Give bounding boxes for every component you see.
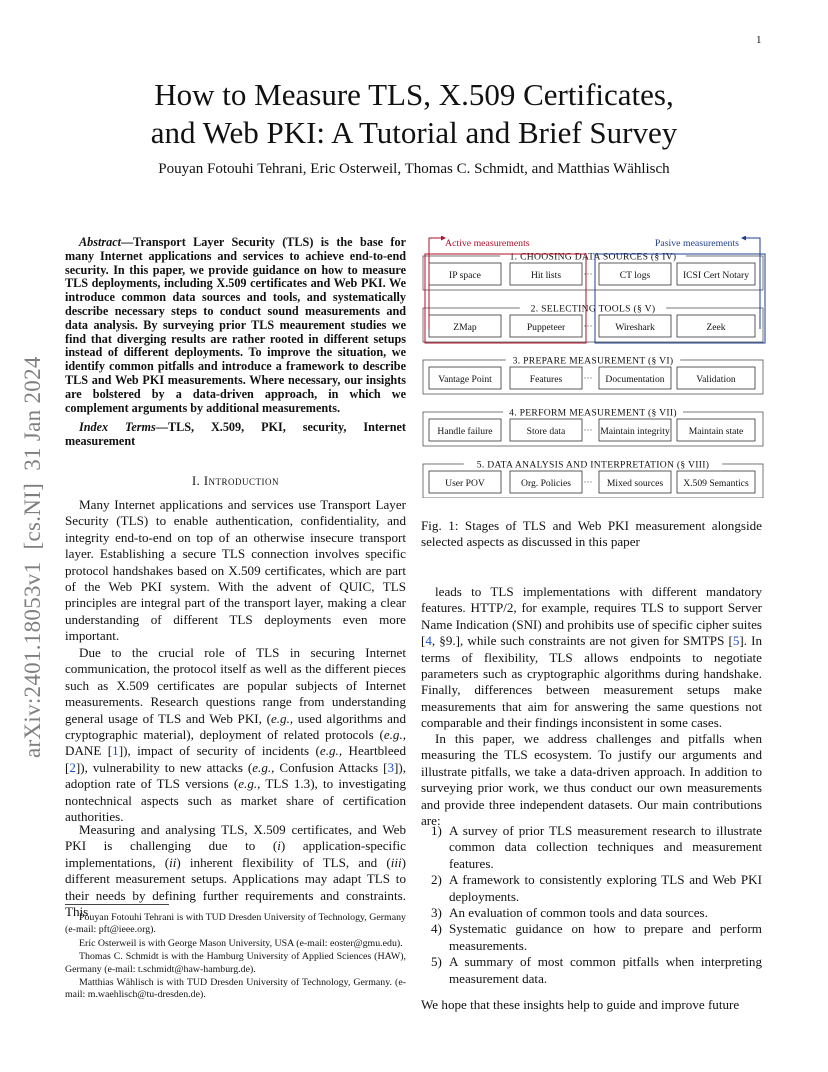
stage-item-label: Puppeteer (526, 322, 566, 333)
stage-item-label: Hit lists (530, 270, 562, 281)
stage-item-label: Org. Policies (521, 478, 571, 489)
figure-caption: Fig. 1: Stages of TLS and Web PKI measurement alongside selected aspects as discussed in this paper (421, 518, 762, 550)
footnotes (65, 912, 406, 1003)
closing-line: We hope that these insights help to guide and improve future (421, 997, 740, 1012)
stage-item-label: X.509 Semantics (683, 478, 749, 489)
title-line-2: and Web PKI: A Tutorial and Brief Survey (150, 115, 678, 150)
stage-item-label: Maintain integrity (600, 426, 670, 437)
stage-title: 3. PREPARE MEASUREMENT (§ VI) (512, 355, 674, 367)
passive-arrow-head (741, 236, 746, 241)
abstract (65, 236, 406, 415)
stage-item-label: Store data (526, 426, 566, 437)
stage-title: 4. PERFORM MEASUREMENT (§ VII) (509, 407, 677, 419)
index-terms (65, 421, 406, 449)
stage-item-label: ZMap (453, 322, 477, 333)
stage-item-label: Wireshark (615, 322, 655, 333)
authors: Pouyan Fotouhi Tehrani, Eric Osterweil, Thomas C. Schmidt, and Matthias Wählisch (158, 161, 670, 177)
list-item: 5) A summary of most common pitfalls when interpreting measurement data. (431, 954, 762, 986)
ellipsis: ··· (583, 425, 593, 435)
section-heading: I. Introduction (191, 474, 280, 488)
intro-paragraph-1: Many Internet applications and services use Transport Layer Security (TLS) to enable authentication, confidentiality, and integrity end-to-end on top of an otherwise insecure transport layer. Establishing a secure TLS connection involves specific protocol handshakes based on X.509 certificates, which are part of the Web PKI system. With the advent of QUIC, TLS principles are integral part of the transport layer, making a clear understanding of different TLS deployments even more important. (65, 497, 406, 644)
footnote: Pouyan Fotouhi Tehrani is with TUD Dresden University of Technology, Germany (e-mail: pft@ieee.org). (65, 912, 406, 936)
footnote-rule (65, 904, 169, 905)
index-terms-text: —TLS, X.509, PKI, security, Internet measurement (65, 420, 406, 448)
abstract-lead: Abstract (79, 235, 121, 249)
footnote: Matthias Wählisch is with TUD Dresden University of Technology, Germany. (e-mail: m.waehlisch@tu-dresden.de). (65, 977, 406, 1001)
citation-link[interactable]: 1 (112, 743, 119, 759)
stage-item-label: User POV (445, 478, 485, 489)
footnote: Thomas C. Schmidt is with the Hamburg University of Applied Sciences (HAW), Germany (e-mail: t.schmidt@haw-hamburg.de). (65, 951, 406, 975)
list-item: 3) An evaluation of common tools and data sources. (431, 905, 708, 921)
stage-item-label: Documentation (605, 374, 665, 385)
list-item: 1) A survey of prior TLS measurement research to illustrate common data collection techniques and measurement features. (431, 823, 762, 871)
figure-1 (421, 236, 771, 498)
ellipsis: ··· (583, 373, 593, 383)
stage-title: 1. CHOOSING DATA SOURCES (§ IV) (509, 251, 677, 263)
ellipsis: ··· (583, 269, 593, 279)
contributions-list (421, 823, 762, 987)
intro-paragraph-2: Due to the crucial role of TLS in securing Internet communication, the protocol itself as well as the different pieces such as X.509 certificates are popular subjects of Internet measurements. Research questions range from understanding general usage of TLS and Web PKI, (e.g., used algorithms and cryptographic material), deployment of related protocols (e.g., DANE [1]), impact of security of incidents (e.g., Heartbleed [2]), vulnerability to new attacks (e.g., Confusion Attacks [3]), adoption rate of TLS versions (e.g., TLS 1.3), to investigating nontechnical aspects such as market share of certification authorities. (65, 645, 406, 825)
list-item: 4) Systematic guidance on how to prepare and perform measurements. (431, 921, 762, 953)
stage-item-label: Validation (696, 374, 736, 385)
index-terms-lead: Index Terms (79, 420, 156, 434)
stage-item-label: CT logs (619, 270, 651, 281)
citation-link[interactable]: 5 (732, 633, 740, 649)
arxiv-id: arXiv:2401.18053v1 [cs.NI] 31 Jan 2024 (20, 356, 45, 758)
stage-item-label: IP space (449, 270, 481, 281)
citation-link[interactable]: 2 (69, 759, 76, 775)
stages-diagram (421, 236, 771, 498)
right-paragraph-2: In this paper, we address challenges and pitfalls when measuring the TLS ecosystem. To justify our arguments and illustrate pitfalls, we take a data-driven approach. In addition to surveying prior work, we thus conduct our own measurements and provide three independent datasets. Our main contributions are: (421, 731, 762, 829)
stage-item-label: Vantage Point (438, 374, 492, 385)
right-paragraph-1: leads to TLS implementations with different mandatory features. HTTP/2, for example, requires TLS to support Server Name Indication (SNI) and prohibits use of specific cipher suites [4, §9.], while such constraints are not given for SMTPS [5]. In terms of flexibility, TLS allows endpoints to negotiate parameters such as cryptographic algorithms during handshake. Finally, differences between measurement setups make measurements that aim for answering the same questions not comparable and their findings inconsistent in some cases. (421, 584, 762, 731)
passive-label: Pasive measurements (654, 238, 739, 249)
paper-title (80, 76, 748, 152)
active-label: Active measurements (445, 238, 530, 249)
intro-paragraph-3: Measuring and analysing TLS, X.509 certificates, and Web PKI is challenging due to (i) application-specific implementations, (ii) inherent flexibility of TLS, and (iii) different measurement setups. Applications may adapt TLS to their needs by defining further requirements and constraints. This (65, 822, 407, 920)
stage-item-label: Zeek (706, 322, 726, 333)
stage-item-label: Maintain state (688, 426, 744, 437)
footnote: Eric Osterweil is with George Mason University, USA (e-mail: eoster@gmu.edu). (79, 937, 403, 949)
page-number: 1 (756, 34, 762, 46)
stage-item-label: Handle failure (437, 426, 493, 437)
citation-link[interactable]: 3 (387, 759, 394, 775)
abstract-text: —Transport Layer Security (TLS) is the base for many Internet applications and services to achieve end-to-end security. In this paper, we provide guidance on how to measure TLS deployments, including X.509 certificates and Web PKI. We introduce common data sources and tools, and systematically describe necessary steps to conduct sound measurements and data analysis. By surveying prior TLS meaurement studies we find that diverging results are rather rooted in different setups instead of different deployments. To improve the situation, we identify common pitfalls and introduce a framework to describe TLS and Web PKI measurements. Where necessary, our insights are bolstered by a data-driven approach, in which we complement arguments by additional measurements. (65, 235, 406, 415)
stage-title: 5. DATA ANALYSIS AND INTERPRETATION (§ VIII) (476, 459, 710, 471)
title-line-1: How to Measure TLS, X.509 Certificates, (154, 77, 674, 112)
stage-item-label: Features (529, 374, 563, 385)
list-item: 2) A framework to consistently exploring TLS and Web PKI deployments. (431, 872, 762, 904)
stage-item-label: ICSI Cert Notary (682, 270, 750, 281)
arxiv-watermark (15, 300, 47, 760)
stage-title: 2. SELECTING TOOLS (§ V) (530, 303, 656, 315)
citation-link[interactable]: 4 (425, 633, 432, 649)
stage-item-label: Mixed sources (606, 478, 664, 489)
ellipsis: ··· (583, 321, 593, 331)
ellipsis: ··· (583, 477, 593, 487)
